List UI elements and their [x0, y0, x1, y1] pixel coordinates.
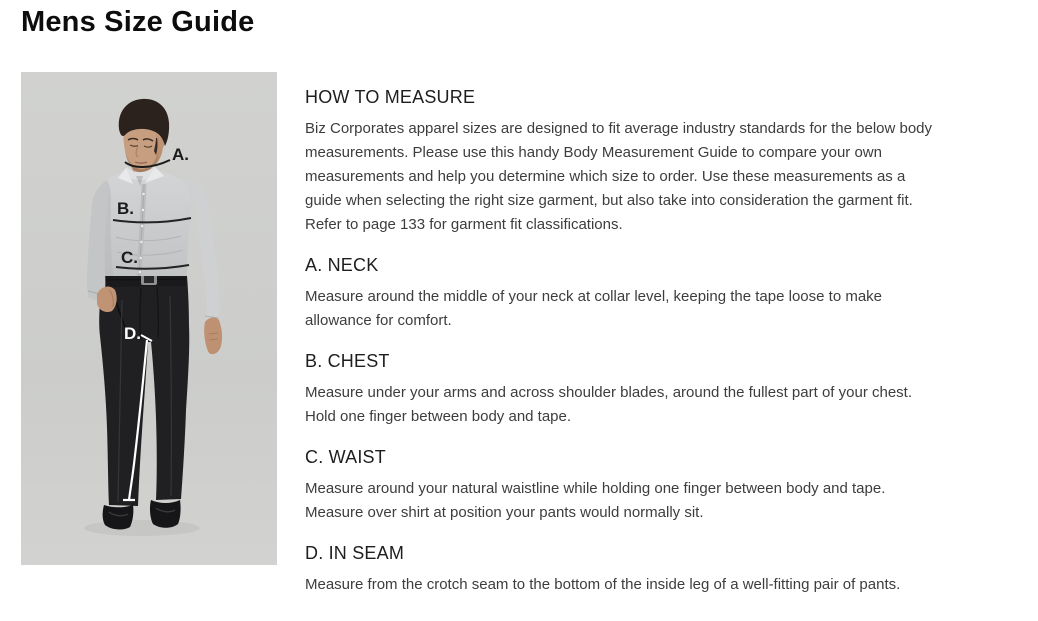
section-inseam-heading: D. IN SEAM: [305, 543, 405, 563]
section-inseam-body: Measure from the crotch seam to the bottom of the inside leg of a well-fitting pair of pants.: [305, 576, 901, 593]
section-waist-heading: C. WAIST: [305, 447, 386, 467]
how-to-measure-heading: HOW TO MEASURE: [305, 87, 476, 107]
figure-label-inseam: D.: [124, 324, 141, 343]
section-waist: [305, 447, 939, 525]
figure-label-chest: B.: [117, 199, 134, 218]
section-chest-heading: B. CHEST: [305, 351, 390, 371]
section-neck: [305, 255, 939, 333]
section-chest: [305, 351, 939, 429]
measurement-figure: [21, 72, 277, 565]
measure-instructions: [305, 87, 939, 597]
section-waist-body: Measure around your natural waistline while holding one finger between body and tape. Measure over shirt at position your pants would normally sit.: [305, 480, 886, 521]
figure-label-neck: A.: [172, 145, 189, 164]
floor-shadow: [84, 520, 200, 536]
page-title: Mens Size Guide: [21, 6, 255, 38]
section-neck-body: Measure around the middle of your neck at collar level, keeping the tape loose to make allowance for comfort.: [305, 288, 883, 329]
section-chest-body: Measure under your arms and across shoulder blades, around the fullest part of your chest. Hold one finger between body and tape.: [305, 384, 912, 425]
left-shoe: [103, 505, 134, 529]
section-neck-heading: A. NECK: [305, 255, 379, 275]
how-to-measure-intro: Biz Corporates apparel sizes are designed to fit average industry standards for the below body measurements. Please use this handy Body Measurement Guide to compare your own measurements and help you determine which size to order. Use these measurements as a guide when selecting the right size garment, but also take into consideration the garment fit. Refer to page 133 for garment fit classifications.: [305, 120, 933, 233]
section-inseam: [305, 543, 939, 597]
measurement-figure-illustration: [21, 72, 277, 565]
right-shoe: [150, 500, 181, 528]
figure-label-waist: C.: [121, 248, 138, 267]
